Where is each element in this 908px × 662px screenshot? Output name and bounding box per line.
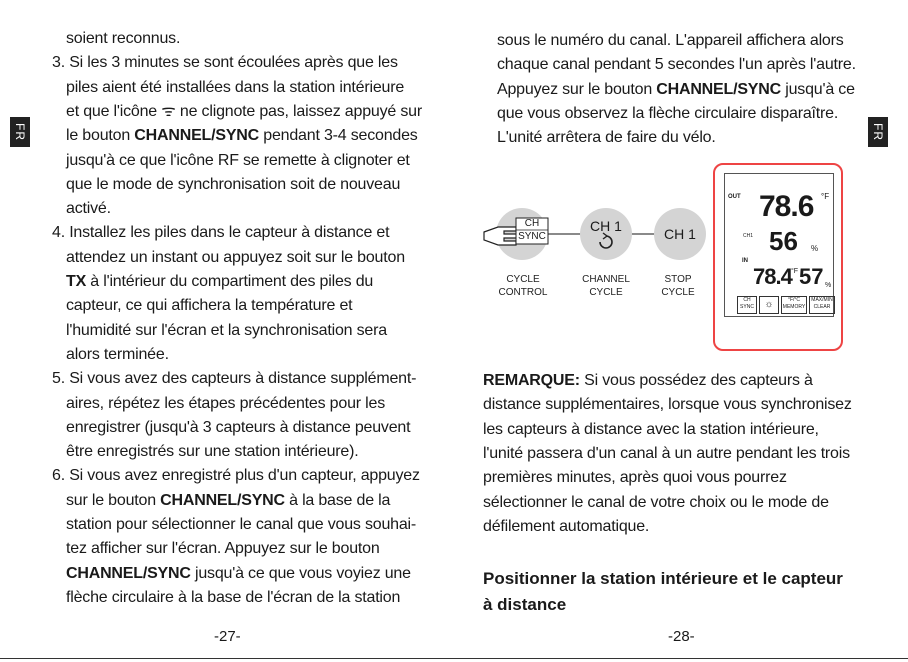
text-line (497, 104, 838, 124)
language-tab-right (868, 117, 888, 147)
text-run: ne clignote pas, laissez appuyé sur (175, 102, 422, 120)
text-run: défilement automatique. (483, 517, 650, 535)
text-run: que le mode de synchronisation soit de nouveau (66, 175, 401, 193)
language-tab-label: FR (871, 123, 885, 141)
wifi-icon: ᯤ (161, 102, 176, 120)
text-line (483, 468, 787, 488)
text-line (52, 53, 398, 73)
text-line (66, 78, 404, 98)
out-unit: °F (821, 192, 830, 201)
text-run: sur le bouton (66, 491, 161, 509)
button-ch-label: CH (524, 218, 540, 229)
text-line (66, 272, 373, 292)
thermometer-device (713, 163, 843, 351)
in-unit: °F (791, 268, 799, 275)
text-line (66, 321, 387, 341)
text-run: alors terminée. (66, 345, 169, 363)
text-run: l'unité passera d'un canal à un autre pendant les trois (483, 444, 850, 462)
text-run: à la base de la (284, 491, 391, 509)
text-run: attendez un instant ou appuyez soit sur le bouton (66, 248, 405, 266)
text-run: le bouton (66, 127, 135, 145)
in-temp: 78.4 (753, 264, 792, 289)
text-line (483, 444, 850, 464)
text-run: premières minutes, après quoi vous pourrez (483, 469, 787, 487)
text-line (66, 564, 411, 584)
text-run: soient reconnus. (66, 30, 181, 47)
bold-term: CHANNEL/SYNC (66, 564, 191, 582)
device-button-unit-memory[interactable]: °F/°C MEMORY (781, 296, 807, 314)
text-line (66, 296, 352, 316)
text-run: que vous observez la flèche circulaire disparaître. (497, 104, 839, 122)
ch1-stop-label: CH 1 (664, 226, 696, 242)
text-run: les capteurs à distance avec la station intérieure, (483, 420, 819, 438)
page-number-left: -27- (214, 628, 241, 645)
text-run: à l'intérieur du compartiment des piles du (86, 273, 374, 290)
text-run: L'unité arrêtera de faire du vélo. (497, 129, 716, 147)
text-line (66, 345, 169, 365)
text-run: l'humidité sur l'écran et la synchronisation sera (66, 321, 387, 339)
ch1-label: CH1 (743, 233, 754, 239)
text-run: être enregistrés sur une station intérieure). (66, 443, 359, 461)
text-run: Appuyez sur le bouton (497, 80, 657, 98)
text-run: enregistrer (jusqu'à 3 capteurs à distance peuvent (66, 418, 411, 436)
text-line (66, 248, 405, 268)
text-line (66, 102, 422, 122)
text-line (483, 493, 829, 513)
caption-cycle-control: CYCLE CONTROL (498, 274, 548, 298)
text-line (66, 126, 418, 146)
text-run: flèche circulaire à la base de l'écran de la station (66, 588, 401, 606)
section-heading-line2: à distance (483, 595, 567, 614)
text-line (497, 80, 855, 100)
text-line (66, 394, 385, 414)
out-hum-unit: % (811, 244, 819, 253)
text-run: tez afficher sur l'écran. Appuyez sur le bouton (66, 540, 380, 558)
device-button-ch-sync[interactable]: CH SYNC (737, 296, 757, 314)
text-line (497, 128, 716, 148)
text-line (66, 539, 380, 559)
caption-channel-cycle: CHANNEL CYCLE (582, 274, 630, 298)
bold-term: TX (66, 273, 87, 290)
text-run: Si vous possédez des capteurs à (579, 372, 813, 389)
text-run: et que l'icône (66, 102, 162, 120)
text-run: sous le numéro du canal. L'appareil affichera alors (497, 32, 844, 49)
text-run: station pour sélectionner le canal que vous souhai- (66, 516, 417, 533)
text-run: pendant 3-4 secondes (259, 127, 418, 145)
text-line (66, 442, 359, 462)
text-line (66, 29, 180, 49)
button-sync-label: SYNC (518, 231, 546, 242)
text-run: chaque canal pendant 5 secondes l'un après l'autre. (497, 56, 856, 74)
text-run: piles aient été installées dans la station intérieure (66, 78, 405, 96)
text-line (483, 420, 819, 440)
text-line (483, 517, 649, 537)
text-run: sélectionner le canal de votre choix ou le mode de (483, 493, 829, 511)
bold-term: CHANNEL/SYNC (656, 80, 781, 98)
text-run: jusqu'à ce (780, 80, 855, 98)
device-button-light[interactable] (759, 296, 779, 314)
text-run: distance supplémentaires, lorsque vous synchronisez (483, 396, 852, 414)
in-humidity: 57 (799, 264, 824, 289)
text-line (52, 466, 420, 486)
in-label: IN (742, 258, 748, 264)
device-button-maxmin-clear[interactable]: MAX/MIN CLEAR (809, 296, 835, 314)
bold-term: CHANNEL/SYNC (160, 491, 285, 509)
text-line (66, 175, 400, 195)
text-line (66, 418, 410, 438)
text-line (497, 55, 856, 75)
caption-stop-cycle: STOP CYCLE (661, 274, 695, 298)
out-label: OUT (728, 194, 741, 200)
text-line (66, 199, 111, 219)
text-run: activé. (66, 200, 111, 218)
text-line (483, 395, 852, 415)
ch1-cycle-label: CH 1 (590, 218, 622, 234)
section-heading-line1: Positionner la station intérieure et le capteur (483, 569, 843, 588)
channel-cycle-circle (580, 208, 632, 260)
page-number-right: -28- (668, 628, 695, 645)
text-run: jusqu'à ce que l'icône RF se remette à clignoter et (66, 151, 410, 169)
text-run: 3. Si les 3 minutes se sont écoulées après que les (52, 54, 398, 72)
bold-term: REMARQUE: (483, 372, 580, 389)
language-tab-left (10, 117, 30, 147)
hand-icon (484, 227, 518, 245)
text-line (66, 588, 400, 608)
text-line (52, 223, 389, 243)
text-line (483, 371, 813, 391)
text-run: jusqu'à ce que vous voyiez une (190, 564, 411, 582)
bold-term: CHANNEL/SYNC (134, 127, 260, 145)
out-humidity: 56 (769, 226, 798, 256)
out-temp: 78.6 (759, 190, 814, 223)
text-line (66, 515, 416, 535)
bottom-rule (0, 658, 908, 659)
text-line (66, 491, 390, 511)
text-run: aires, répétez les étapes précédentes pour les (66, 394, 385, 412)
lightbulb-icon: ☼ (764, 299, 774, 310)
text-run: 6. Si vous avez enregistré plus d'un capteur, appuyez (52, 467, 420, 485)
text-run: capteur, ce qui affichera la température et (66, 297, 353, 315)
text-line (52, 369, 416, 389)
language-tab-label: FR (13, 123, 27, 141)
text-run: 5. Si vous avez des capteurs à distance supplément- (52, 370, 417, 388)
text-line (66, 151, 410, 171)
text-line (497, 31, 844, 51)
in-hum-unit: % (825, 282, 832, 289)
text-run: 4. Installez les piles dans le capteur à distance et (52, 224, 390, 242)
